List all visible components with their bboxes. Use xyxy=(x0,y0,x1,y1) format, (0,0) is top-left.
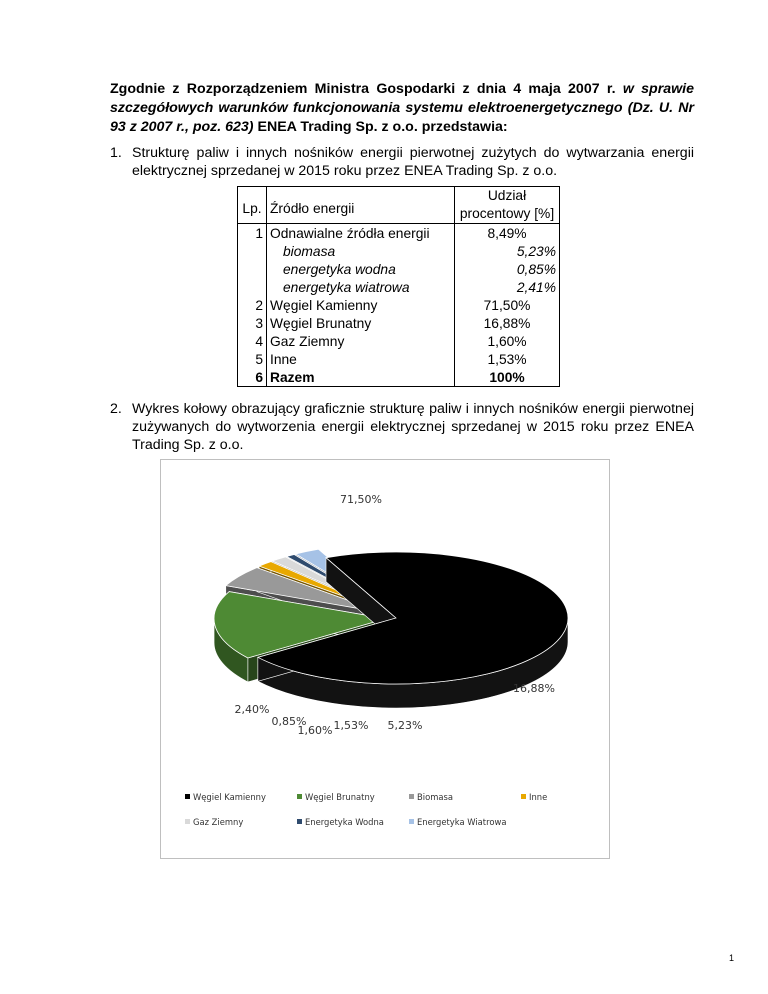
list-item-2 xyxy=(110,400,694,454)
list-item-1 xyxy=(110,144,694,180)
cell-share: 100% xyxy=(455,368,560,387)
cell-share: 71,50% xyxy=(455,296,560,314)
cell-share: 16,88% xyxy=(455,314,560,332)
page-number: 1 xyxy=(729,953,735,963)
legend-swatch xyxy=(297,794,302,799)
legend-label: Inne xyxy=(529,792,548,802)
legend-label: Węgiel Kamienny xyxy=(193,792,266,802)
cell-source: Węgiel Kamienny xyxy=(267,296,455,314)
cell-source: Razem xyxy=(267,368,455,387)
data-label-hydro: 0,85% xyxy=(271,715,307,728)
table-row xyxy=(238,224,560,243)
header-share-line1: Udział xyxy=(487,188,527,203)
table-row xyxy=(238,278,560,296)
header-source: Źródło energii xyxy=(267,187,455,224)
cell-lp xyxy=(238,260,267,278)
cell-source: Odnawialne źródła energii xyxy=(267,224,455,243)
header-lp: Lp. xyxy=(238,187,267,224)
cell-lp: 3 xyxy=(238,314,267,332)
legend-swatch xyxy=(409,794,414,799)
table-row xyxy=(238,260,560,278)
table-row xyxy=(238,350,560,368)
legend-entry-biomass xyxy=(409,792,453,802)
table-header-row xyxy=(238,187,560,224)
pie-chart-frame xyxy=(160,459,610,859)
list-item-number: 1. xyxy=(110,145,122,161)
cell-source: Węgiel Brunatny xyxy=(267,314,455,332)
cell-source: biomasa xyxy=(267,242,455,260)
energy-source-table xyxy=(237,186,560,387)
cell-share: 5,23% xyxy=(455,242,560,260)
data-label-brown-coal: 16,88% xyxy=(513,682,555,695)
legend-label: Węgiel Brunatny xyxy=(305,792,375,802)
legend-entry-natural-gas xyxy=(185,817,243,827)
cell-share: 1,60% xyxy=(455,332,560,350)
list-item-number: 2. xyxy=(110,401,122,417)
cell-lp: 2 xyxy=(238,296,267,314)
data-label-biomass: 5,23% xyxy=(387,719,423,732)
table-row xyxy=(238,332,560,350)
legend-label: Biomasa xyxy=(417,792,453,802)
legend-entry-hydro xyxy=(297,817,384,827)
cell-source: Inne xyxy=(267,350,455,368)
cell-lp xyxy=(238,242,267,260)
legend-entry-brown-coal xyxy=(297,792,375,802)
data-label-other: 1,53% xyxy=(333,719,369,732)
cell-share: 8,49% xyxy=(455,224,560,243)
cell-share: 2,41% xyxy=(455,278,560,296)
pie-chart xyxy=(161,460,609,858)
legend-swatch xyxy=(521,794,526,799)
legend-label: Energetyka Wodna xyxy=(305,817,384,827)
cell-share: 1,53% xyxy=(455,350,560,368)
cell-lp: 4 xyxy=(238,332,267,350)
cell-source: energetyka wiatrowa xyxy=(267,278,455,296)
data-label-hard-coal: 71,50% xyxy=(340,493,382,506)
legend-label: Gaz Ziemny xyxy=(193,817,244,827)
cell-source: Gaz Ziemny xyxy=(267,332,455,350)
cell-lp: 1 xyxy=(238,224,267,243)
list-item-text: Wykres kołowy obrazujący graficznie strukturę paliw i innych nośników energii pierwotnej zużywanych do wytworzenia energii elektrycznej sprzedanej w 2015 roku przez ENEA Trading Sp. z o.o. xyxy=(132,401,694,453)
intro-part3: ENEA Trading Sp. z o.o. przedstawia: xyxy=(257,119,508,135)
table-row xyxy=(238,296,560,314)
legend-entry-other xyxy=(521,792,547,802)
table-row-total xyxy=(238,368,560,387)
legend-swatch xyxy=(185,794,190,799)
legend-label: Energetyka Wiatrowa xyxy=(417,817,507,827)
legend-entry-wind xyxy=(409,817,506,827)
legend-swatch xyxy=(297,819,302,824)
cell-lp xyxy=(238,278,267,296)
intro-part1: Zgodnie z Rozporządzeniem Ministra Gospodarki z dnia 4 maja 2007 r. xyxy=(110,81,616,97)
cell-lp: 5 xyxy=(238,350,267,368)
legend-entry-hard-coal xyxy=(185,792,266,802)
data-label-wind: 2,40% xyxy=(234,703,270,716)
intro-regulation-title: w sprawie szczegółowych warunków funkcjonowania systemu elektroenergetycznego (Dz. U. Nr 93 z 2007 r., poz. 623) xyxy=(110,81,694,135)
cell-source: energetyka wodna xyxy=(267,260,455,278)
legend-swatch xyxy=(409,819,414,824)
table-row xyxy=(238,242,560,260)
list-item-text: Strukturę paliw i innych nośników energii pierwotnej zużytych do wytwarzania energii elektrycznej sprzedanej w 2015 roku przez ENEA Trading Sp. z o.o. xyxy=(132,145,694,179)
cell-share: 0,85% xyxy=(455,260,560,278)
pie-legend xyxy=(185,792,547,827)
table-row xyxy=(238,314,560,332)
header-share-line2: procentowy [%] xyxy=(459,206,555,221)
legend-swatch xyxy=(185,819,190,824)
data-label-natural-gas: 1,60% xyxy=(297,724,333,737)
cell-lp: 6 xyxy=(238,368,267,387)
header-share xyxy=(455,187,560,224)
intro-paragraph xyxy=(110,80,694,137)
